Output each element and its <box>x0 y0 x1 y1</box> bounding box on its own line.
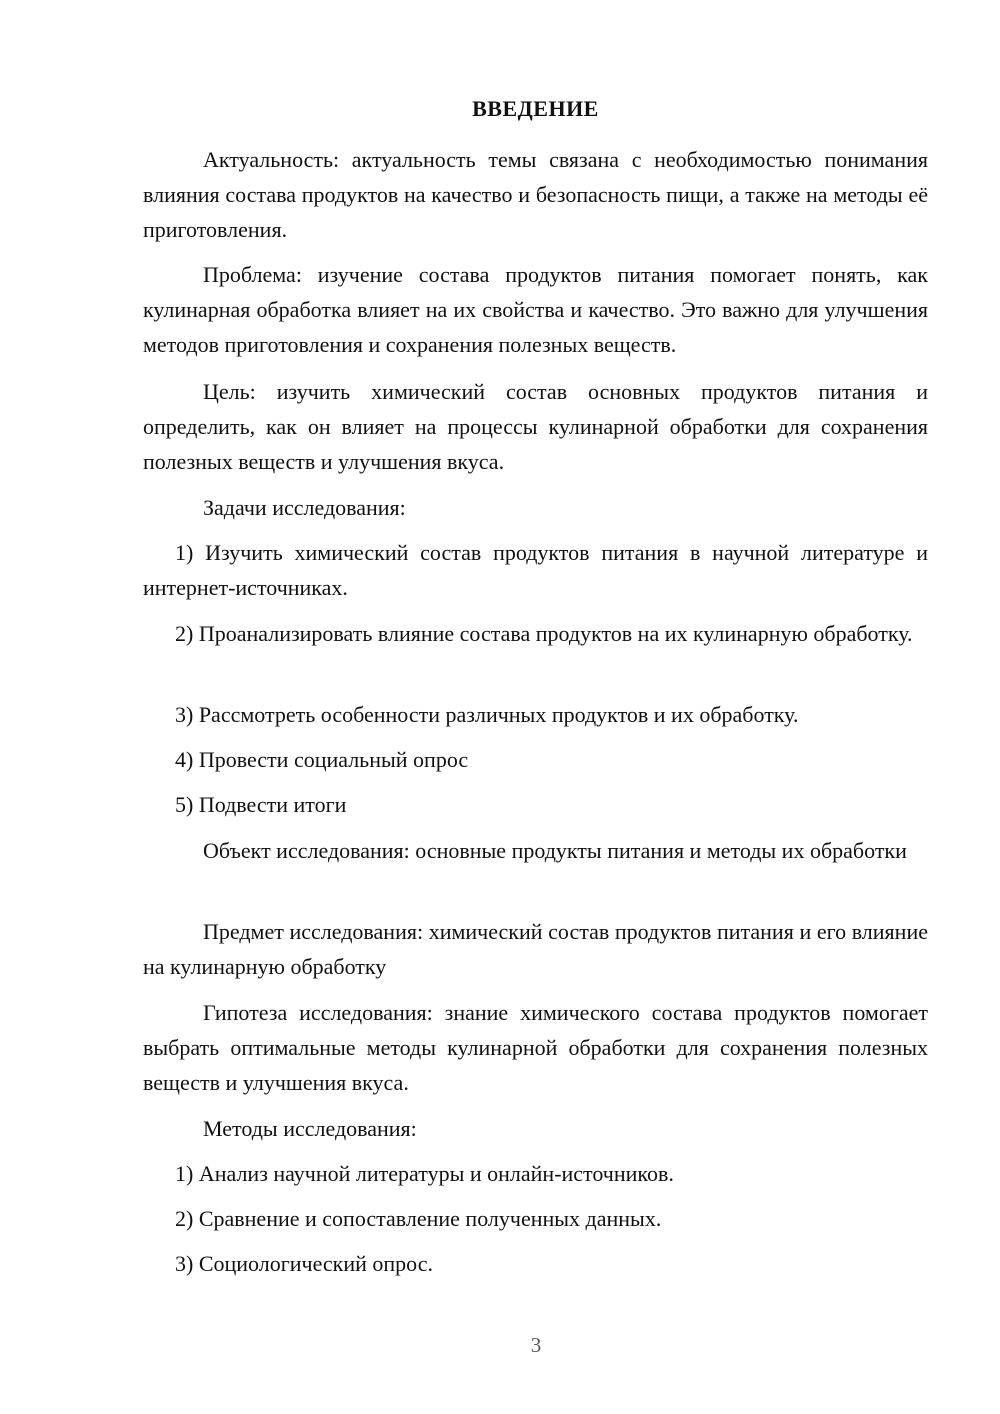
page-number: 3 <box>530 1333 542 1357</box>
methods-heading: Методы исследования: <box>203 1116 417 1141</box>
task-item-4: 4) Провести социальный опрос <box>175 747 469 772</box>
method-item-1: 1) Анализ научной литературы и онлайн-источников. <box>175 1161 674 1186</box>
task-item-5: 5) Подвести итоги <box>175 792 347 817</box>
tasks-heading: Задачи исследования: <box>203 495 406 520</box>
problem-paragraph: Проблема: изучение состава продуктов питания помогает понять, как кулинарная обработка влияет на их свойства и качество. Это важно для улучшения методов приготовления и сохранения полезных веществ. <box>143 262 928 357</box>
task-item-1: 1) Изучить химический состав продуктов питания в научной литературе и интернет-источниках. <box>143 540 928 600</box>
object-paragraph: Объект исследования: основные продукты питания и методы их обработки <box>203 838 907 863</box>
relevance-paragraph: Актуальность: актуальность темы связана с необходимостью понимания влияния состава продуктов на качество и безопасность пищи, а также на методы её приготовления. <box>143 147 928 242</box>
goal-paragraph: Цель: изучить химический состав основных продуктов питания и определить, как он влияет на процессы кулинарной обработки для сохранения полезных веществ и улучшения вкуса. <box>143 379 928 474</box>
subject-paragraph: Предмет исследования: химический состав продуктов питания и его влияние на кулинарную обработку <box>143 919 928 979</box>
task-item-3: 3) Рассмотреть особенности различных продуктов и их обработку. <box>175 702 799 727</box>
task-item-2: 2) Проанализировать влияние состава продуктов на их кулинарную обработку. <box>175 621 913 646</box>
method-item-2: 2) Сравнение и сопоставление полученных данных. <box>175 1206 662 1231</box>
method-item-3: 3) Социологический опрос. <box>175 1251 433 1276</box>
page-title: ВВЕДЕНИЕ <box>472 96 599 121</box>
hypothesis-paragraph: Гипотеза исследования: знание химического состава продуктов помогает выбрать оптимальные методы кулинарной обработки для сохранения полезных веществ и улучшения вкуса. <box>143 1000 928 1095</box>
